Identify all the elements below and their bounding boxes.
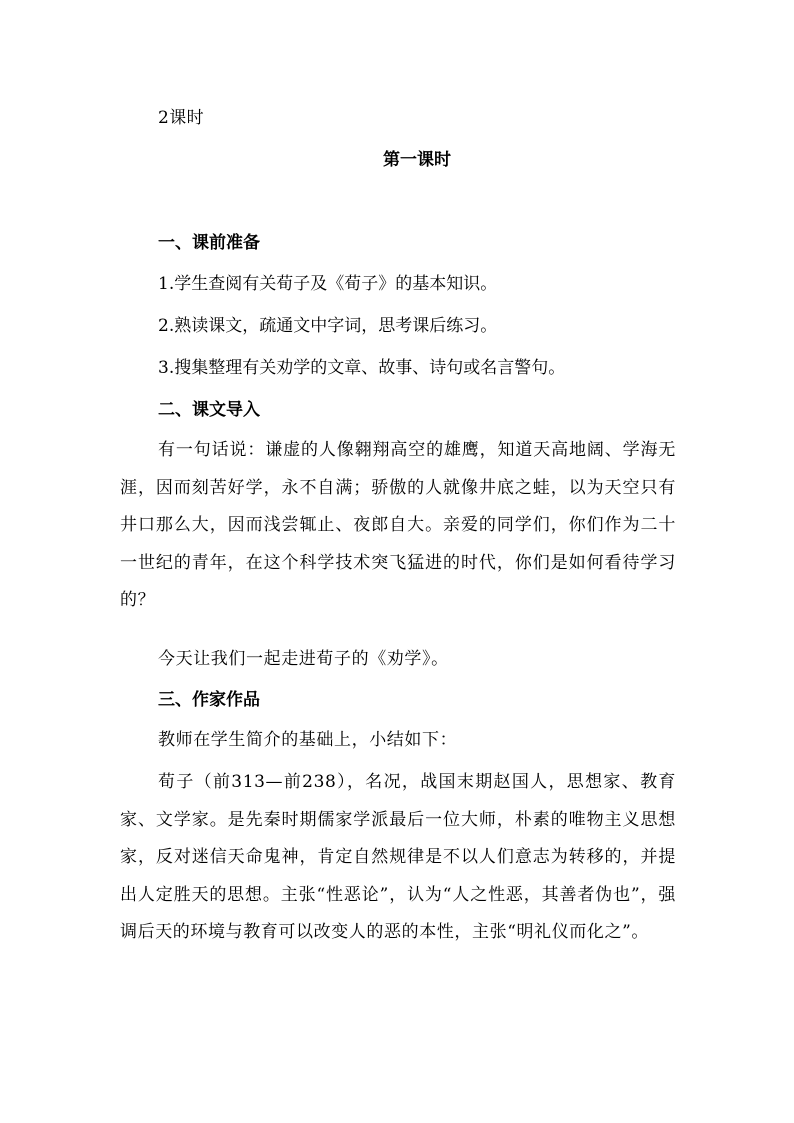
- author-biography-paragraph: 荀子（前313—前238），名况，战国末期赵国人，思想家、教育家、文学家。是先秦时期儒家学派最后一位大师，朴素的唯物主义思想家，反对迷信天命鬼神，肯定自然规律是不以人们意志为转移的，并提出人定胜天的思想。主张“性恶论”，认为“人之性恶，其善者伪也”，强调后天的环境与教育可以改变人的恶的本性，主张“明礼仪而化之”。: [120, 772, 676, 942]
- section-heading-preparation: 一、课前准备: [158, 233, 260, 253]
- page-title: 第一课时: [383, 150, 451, 170]
- author-summary-intro: 教师在学生简介的基础上，小结如下：: [158, 730, 458, 750]
- introduction-paragraph: 有一句话说：谦虚的人像翱翔高空的雄鹰，知道天高地阔、学海无涯，因而刻苦好学，永不自满；骄傲的人就像井底之蛙，以为天空只有井口那么大，因而浅尝辄止、夜郎自大。亲爱的同学们，你们作为二十一世纪的青年，在这个科学技术突飞猛进的时代，你们是如何看待学习的？: [120, 440, 676, 610]
- preparation-item-2: 2.熟读课文，疏通文中字词，思考课后练习。: [158, 316, 498, 336]
- preparation-item-1: 1.学生查阅有关荀子及《荀子》的基本知识。: [158, 274, 498, 294]
- duration-label: 2课时: [158, 108, 205, 128]
- section-heading-author-works: 三、作家作品: [158, 690, 260, 710]
- section-heading-introduction: 二、课文导入: [158, 400, 260, 420]
- introduction-closing-paragraph: 今天让我们一起走进荀子的《劝学》。: [158, 649, 449, 669]
- preparation-item-3: 3.搜集整理有关劝学的文章、故事、诗句或名言警句。: [158, 358, 566, 378]
